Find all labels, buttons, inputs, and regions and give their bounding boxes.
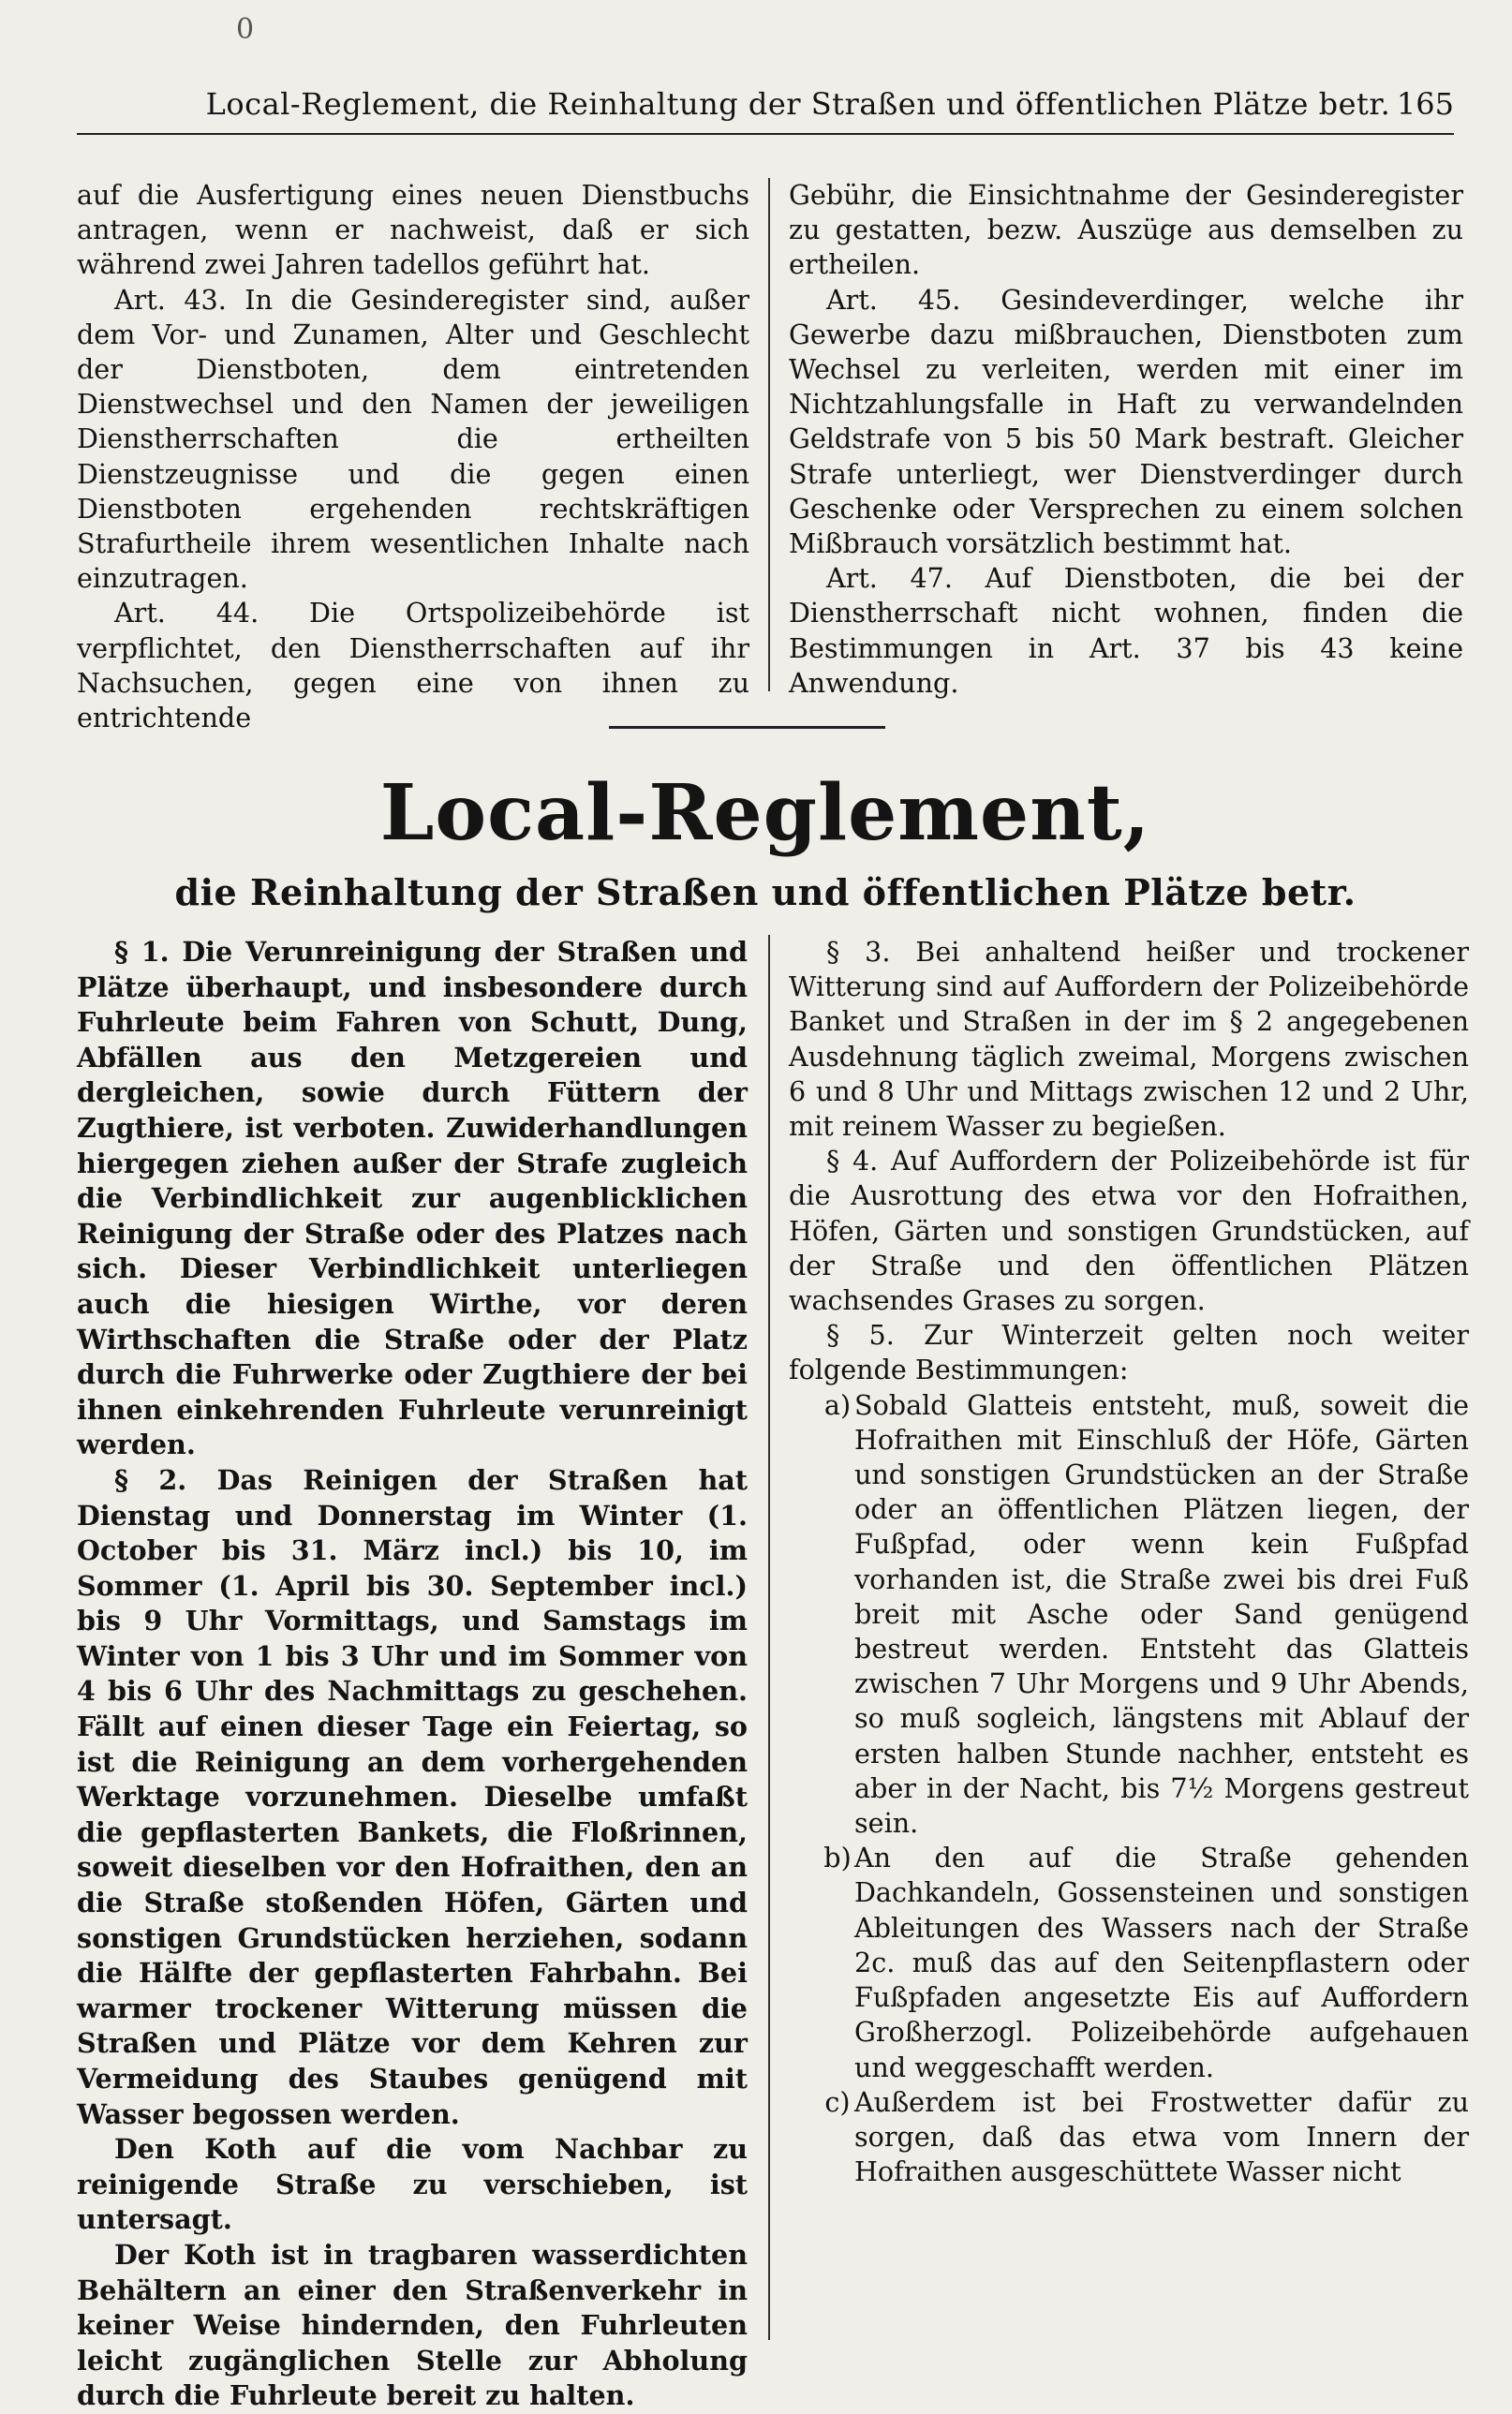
column-divider-top [768, 178, 770, 691]
column-divider-bottom [768, 935, 770, 2340]
top-left-column [77, 178, 749, 735]
article-44: Art. 44. Die Ortspolizeibehörde ist verpflichtet, den Dienstherrschaften auf ihr Nachsuchen, gegen eine von ihnen zu entrichtende [77, 597, 749, 734]
section-4: § 4. Auf Auffordern der Polizeibehörde ist für die Ausrottung des etwa vor den Hofraithen, Höfen, Gärten und sonstigen Grundstücken, auf der Straße und den öffentlichen Plätzen wachsendes Grases zu sorgen. [789, 1145, 1469, 1317]
paragraph: Der Koth ist in tragbaren wasserdichten Behältern an einer den Straßenverkehr in keiner Weise hindernden, den Fuhrleuten leicht zugänglichen Stelle zur Abholung durch die Fuhrleute bereit zu halten. [77, 2238, 748, 2412]
section-1: § 1. Die Verunreinigung der Straßen und Plätze überhaupt, und insbesondere durch Fuhrleute beim Fahren von Schutt, Dung, Abfällen aus den Metzgereien und dergleichen, sowie durch Füttern der Zugthiere, ist verboten. Zuwiderhandlungen hiergegen ziehen außer der Strafe zugleich die Verbindlichkeit zur augenblicklichen Reinigung der Straße oder des Platzes nach sich. Dieser Verbindlichkeit unterliegen auch die hiesigen Wirthe, vor deren Wirthschaften die Straße oder der Platz durch die Fuhrwerke oder Zugthiere der bei ihnen einkehrenden Fuhrleute verunreinigt werden. [77, 936, 748, 1461]
item-label: c) [824, 2085, 851, 2118]
subtitle: die Reinhaltung der Straßen und öffentlichen Plätze betr. [174, 871, 1356, 913]
item-label: a) [823, 1388, 852, 1421]
page-number: 165 [1396, 86, 1454, 122]
item-label: b) [823, 1842, 852, 1874]
section-3: § 3. Bei anhaltend heißer und trockener Witterung sind auf Auffordern der Polizeibehörde Banket und Straßen in der im § 2 angegebenen Ausdehnung täglich zweimal, Morgens zwischen 6 und 8 Uhr und Mittags zwischen 12 und 2 Uhr, mit reinem Wasser zu begießen. [789, 936, 1469, 1143]
article-45: Art. 45. Gesindeverdinger, welche ihr Gewerbe dazu mißbrauchen, Dienstboten zum Wechsel zu verleiten, werden mit einer im Nichtzahlungsfalle in Haft zu verwandelnden Geldstrafe von 5 bis 50 Mark bestraft. Gleicher Strafe unterliegt, wer Dienstverdinger durch Geschenke oder Versprechen zu einem solchen Mißbrauch vorsätzlich bestimmt hat. [789, 283, 1463, 560]
paragraph: Den Koth auf die vom Nachbar zu reinigende Straße zu verschieben, ist untersagt. [77, 2133, 748, 2236]
top-right-column [789, 178, 1463, 701]
bottom-left-column [77, 935, 748, 2414]
section-divider [609, 726, 885, 729]
item-text: Sobald Glatteis entsteht, muß, soweit die Hofraithen mit Einschluß der Höfe, Gärten und sonstigen Grundstücken an der Straße oder an öffentlichen Plätzen liegen, der Fußpfad, oder wenn kein Fußpfad vorhanden ist, die Straße zwei bis drei Fuß breit mit Asche oder Sand genügend bestreut werden. Entsteht das Glatteis zwischen 7 Uhr Morgens und 9 Uhr Abends, so muß sogleich, längstens mit Ablauf der ersten halben Stunde nachher, entsteht es aber in der Nacht, bis 7½ Morgens gestreut sein. [854, 1388, 1469, 1840]
running-head-title: Local-Reglement, die Reinhaltung der Straßen und öffentlichen Plätze betr. [205, 86, 1391, 122]
bottom-right-column [789, 935, 1469, 2189]
corner-mark: 0 [236, 13, 255, 46]
running-head [77, 84, 1454, 135]
paragraph: Gebühr, die Einsichtnahme der Gesinderegister zu gestatten, bezw. Auszüge aus demselben zu ertheilen. [789, 179, 1463, 281]
paragraph: auf die Ausfertigung eines neuen Dienstbuchs antragen, wenn er nachweist, daß er sich während zwei Jahren tadellos geführt hat. [77, 179, 749, 281]
item-text: An den auf die Straße gehenden Dachkandeln, Gossensteinen und sonstigen Ableitungen des Wassers nach der Straße 2c. muß das auf den Seitenpflastern oder Fußpfaden angesetzte Eis auf Auffordern Großherzogl. Polizeibehörde aufgehauen und weggeschafft werden. [854, 1842, 1469, 2083]
list-item [789, 1841, 1469, 2084]
section-5: § 5. Zur Winterzeit gelten noch weiter folgende Bestimmungen: [789, 1319, 1469, 1386]
item-text: Außerdem ist bei Frostwetter dafür zu sorgen, daß das etwa vom Innern der Hofraithen ausgeschüttete Wasser nicht [854, 2085, 1469, 2188]
article-43: Art. 43. In die Gesinderegister sind, außer dem Vor- und Zunamen, Alter und Geschlecht der Dienstboten, dem eintretenden Dienstwechsel und den Namen der jeweiligen Dienstherrschaften die ertheilten Dienstzeugnisse und die gegen einen Dienstboten ergehenden rechtskräftigen Strafurtheile ihrem wesentlichen Inhalte nach einzutragen. [77, 283, 749, 595]
article-47: Art. 47. Auf Dienstboten, die bei der Dienstherrschaft nicht wohnen, finden die Bestimmungen in Art. 37 bis 43 keine Anwendung. [789, 562, 1463, 699]
list-item [789, 1388, 1469, 1842]
section-2: § 2. Das Reinigen der Straßen hat Dienstag und Donnerstag im Winter (1. October bis 31. März incl.) bis 10, im Sommer (1. April bis 30. September incl.) bis 9 Uhr Vormittags, und Samstags im Winter von 1 bis 3 Uhr und im Sommer von 4 bis 6 Uhr des Nachmittags zu geschehen. Fällt auf einen dieser Tage ein Feiertag, so ist die Reinigung an dem vorhergehenden Werktage vorzunehmen. Dieselbe umfaßt die gepflasterten Bankets, die Floßrinnen, soweit dieselben vor den Hofraithen, den an die Straße stoßenden Höfen, Gärten und sonstigen Grundstücken herziehen, sodann die Hälfte der gepflasterten Fahrbahn. Bei warmer trockener Witterung müssen die Straßen und Plätze vor dem Kehren zur Vermeidung des Staubes genügend mit Wasser begossen werden. [77, 1463, 748, 2130]
main-title: Local-Reglement, [379, 768, 1151, 858]
list-item [789, 2085, 1469, 2190]
